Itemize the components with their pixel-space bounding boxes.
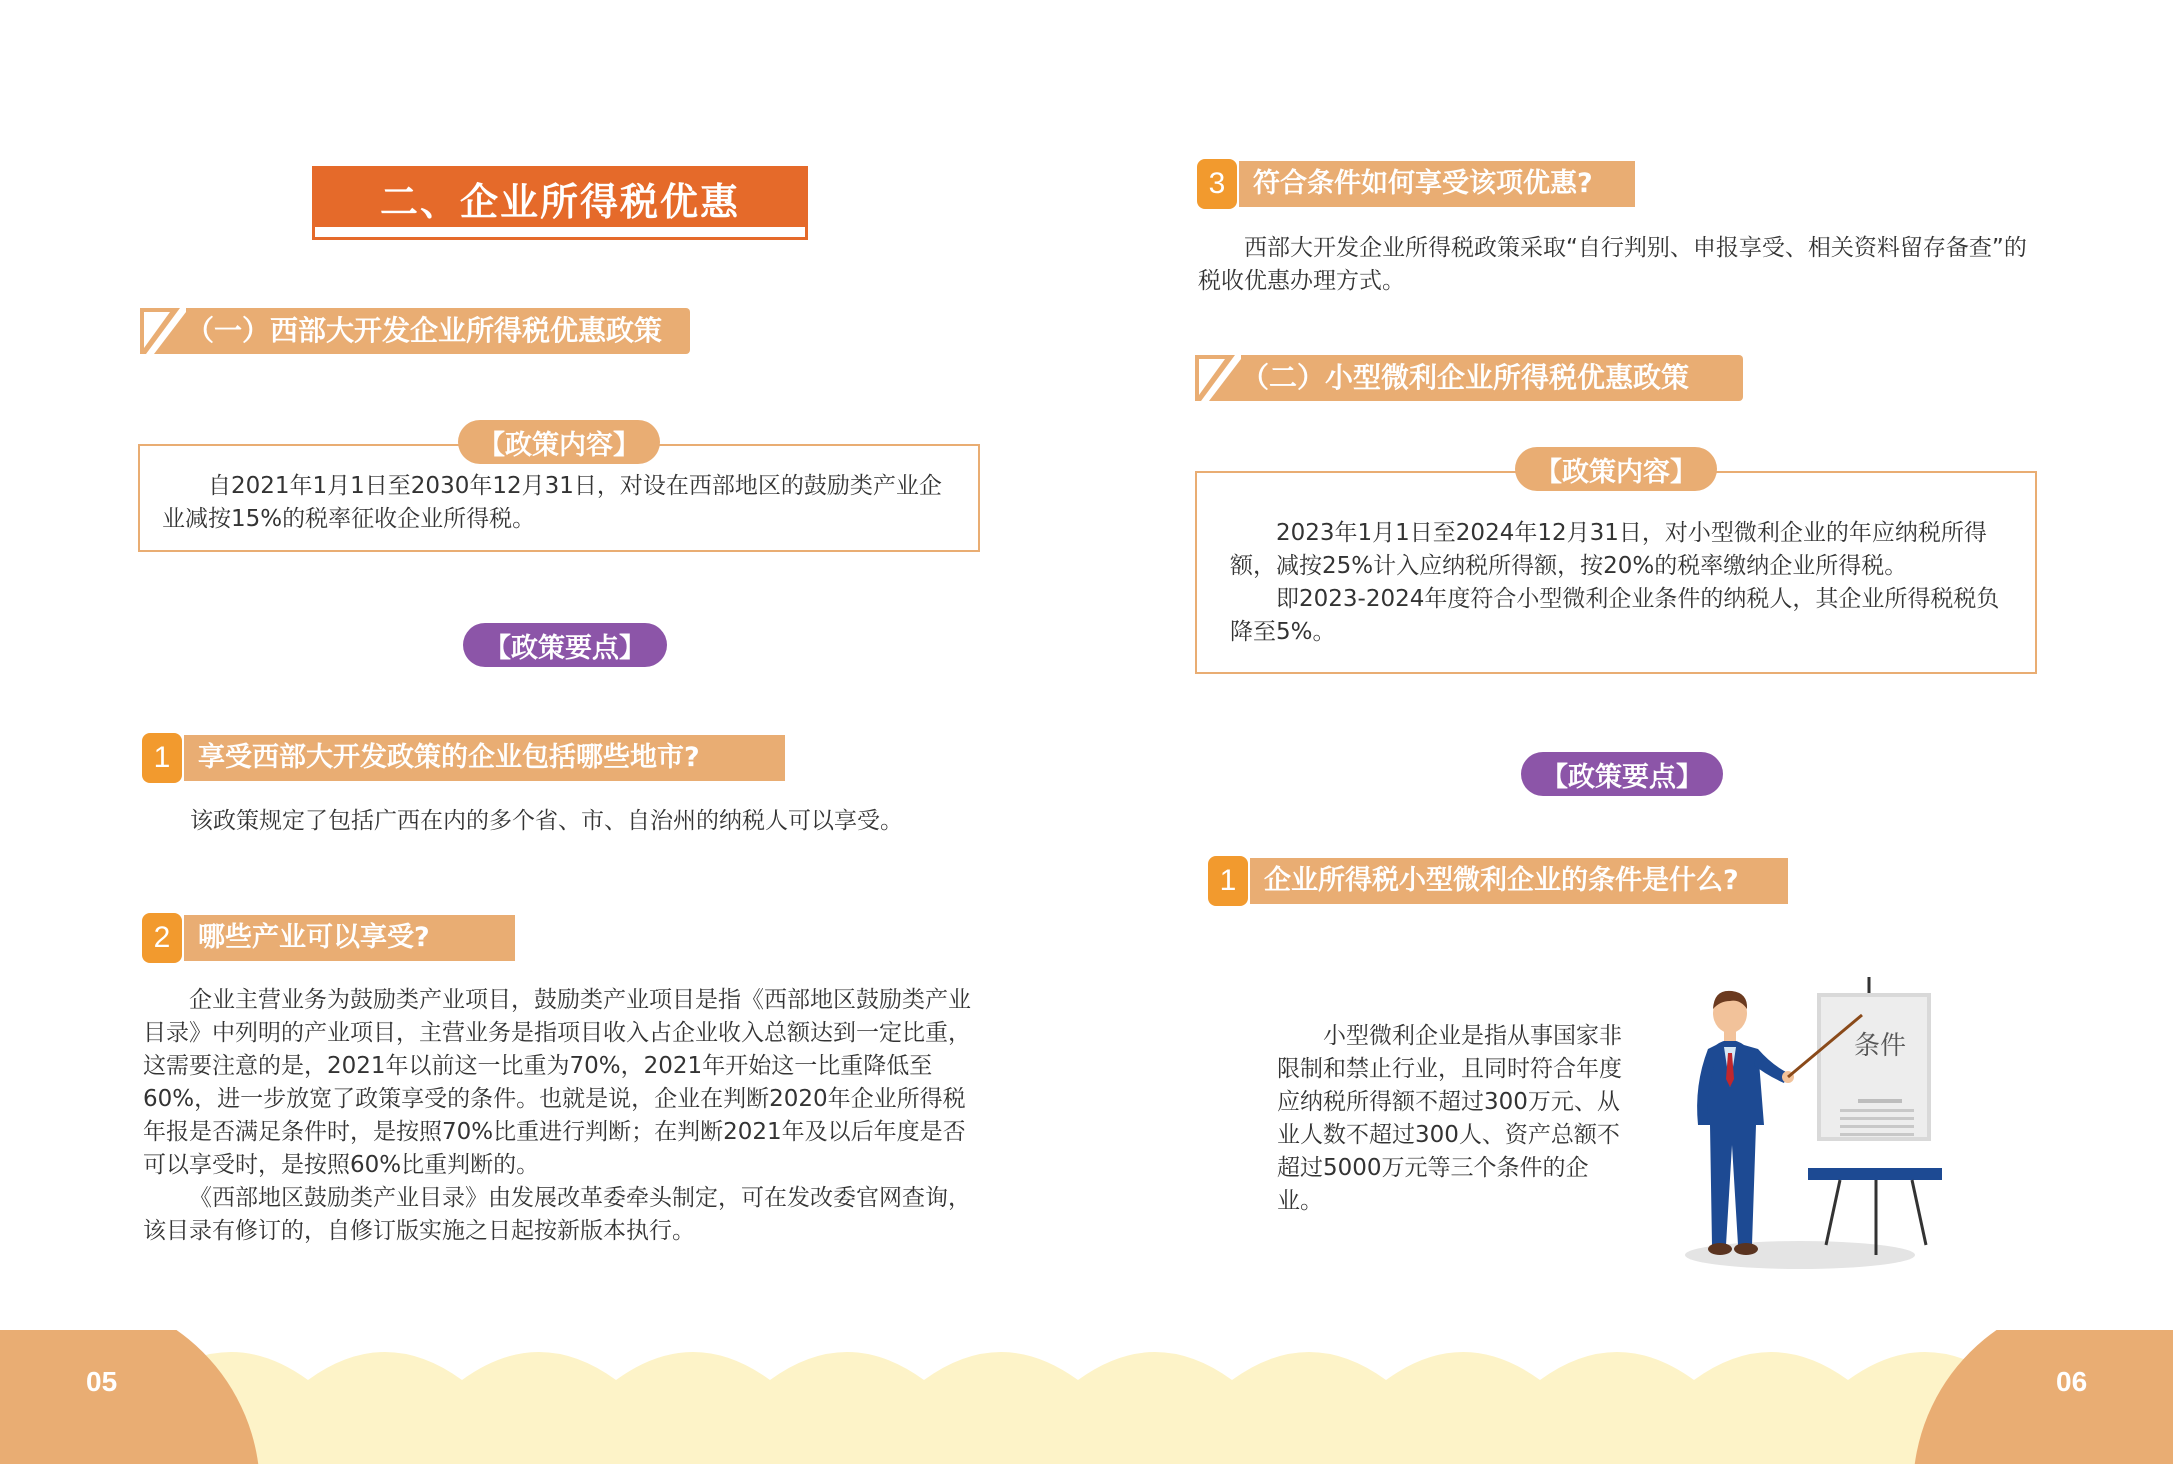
banner-stripe-icon — [140, 308, 186, 354]
section-banner-small-micro — [1195, 355, 1743, 401]
question-1-bar-right — [1208, 858, 1788, 904]
question-title: 哪些产业可以享受? — [184, 915, 515, 961]
footer-left-circle — [0, 1330, 260, 1464]
question-1-answer: 该政策规定了包括广西在内的多个省、市、自治州的纳税人可以享受。 — [190, 808, 903, 834]
section-banner-small-micro-text: （二）小型微利企业所得税优惠政策 — [1241, 361, 1690, 394]
page-number-left: 05 — [86, 1366, 118, 1397]
policy-content-pill: 【政策内容】 — [458, 420, 660, 464]
question-number: 3 — [1197, 159, 1237, 209]
main-title — [312, 166, 808, 240]
policy-points-pill: 【政策要点】 — [1521, 752, 1723, 796]
question-3-answer: 西部大开发企业所得税政策采取“自行判别、申报享受、相关资料留存备查”的税收优惠办理方式。 — [1198, 235, 2027, 294]
banner-stripe-icon — [1195, 355, 1241, 401]
footer-wave-decoration — [0, 1330, 2173, 1464]
section-banner-western-text: （一）西部大开发企业所得税优惠政策 — [186, 314, 663, 347]
policy-content-text: 2023年1月1日至2024年12月31日，对小型微利企业的年应纳税所得额，减按25%计入应纳税所得额，按20%的税率缴纳企业所得税。 即2023-2024年度符合小型微利企业条件的纳税人，其企业所得税税负降至5%。 — [1230, 520, 2000, 645]
policy-content-text: 自2021年1月1日至2030年12月31日，对设在西部地区的鼓励类产业企业减按15%的税率征收企业所得税。 — [162, 473, 942, 532]
policy-points-pill: 【政策要点】 — [463, 623, 667, 667]
question-2-answer: 企业主营业务为鼓励类产业项目，鼓励类产业项目是指《西部地区鼓励类产业目录》中列明的产业项目，主营业务是指项目收入占企业收入总额达到一定比重，这需要注意的是，2021年以前这一比重为70%，2021年开始这一比重降低至60%，进一步放宽了政策享受的条件。也就是说，企业在判断2020年企业所得税年报是否满足条件时，是按照70%比重进行判断；在判断2021年及以后年度是否可以享受时，是按照60%比重判断的。 《西部地区鼓励类产业目录》由发展改革委牵头制定，可在发改委官网查询，该目录有修订的，自修订版实施之日起按新版本执行。 — [143, 987, 971, 1244]
question-title: 企业所得税小型微利企业的条件是什么? — [1250, 858, 1788, 904]
page-number-right: 06 — [2056, 1366, 2088, 1397]
section-banner-western — [140, 308, 690, 354]
question-1-bar — [142, 735, 785, 781]
question-number: 1 — [1208, 856, 1248, 906]
question-number: 2 — [142, 913, 182, 963]
question-number: 1 — [142, 733, 182, 783]
policy-content-pill: 【政策内容】 — [1515, 447, 1717, 491]
question-3-bar — [1197, 161, 1635, 207]
question-title: 符合条件如何享受该项优惠? — [1239, 161, 1635, 207]
question-2-bar — [142, 915, 515, 961]
question-title: 享受西部大开发政策的企业包括哪些地市? — [184, 735, 785, 781]
presenter-illustration — [1680, 975, 1950, 1275]
question-1-answer-right: 小型微利企业是指从事国家非限制和禁止行业，且同时符合年度应纳税所得额不超过300万元、从业人数不超过300人、资产总额不超过5000万元等三个条件的企业。 — [1277, 1023, 1622, 1214]
board-label: 条件 — [1854, 1031, 1907, 1061]
main-title-text: 二、企业所得税优惠 — [315, 169, 805, 227]
footer-right-circle — [1913, 1330, 2173, 1464]
